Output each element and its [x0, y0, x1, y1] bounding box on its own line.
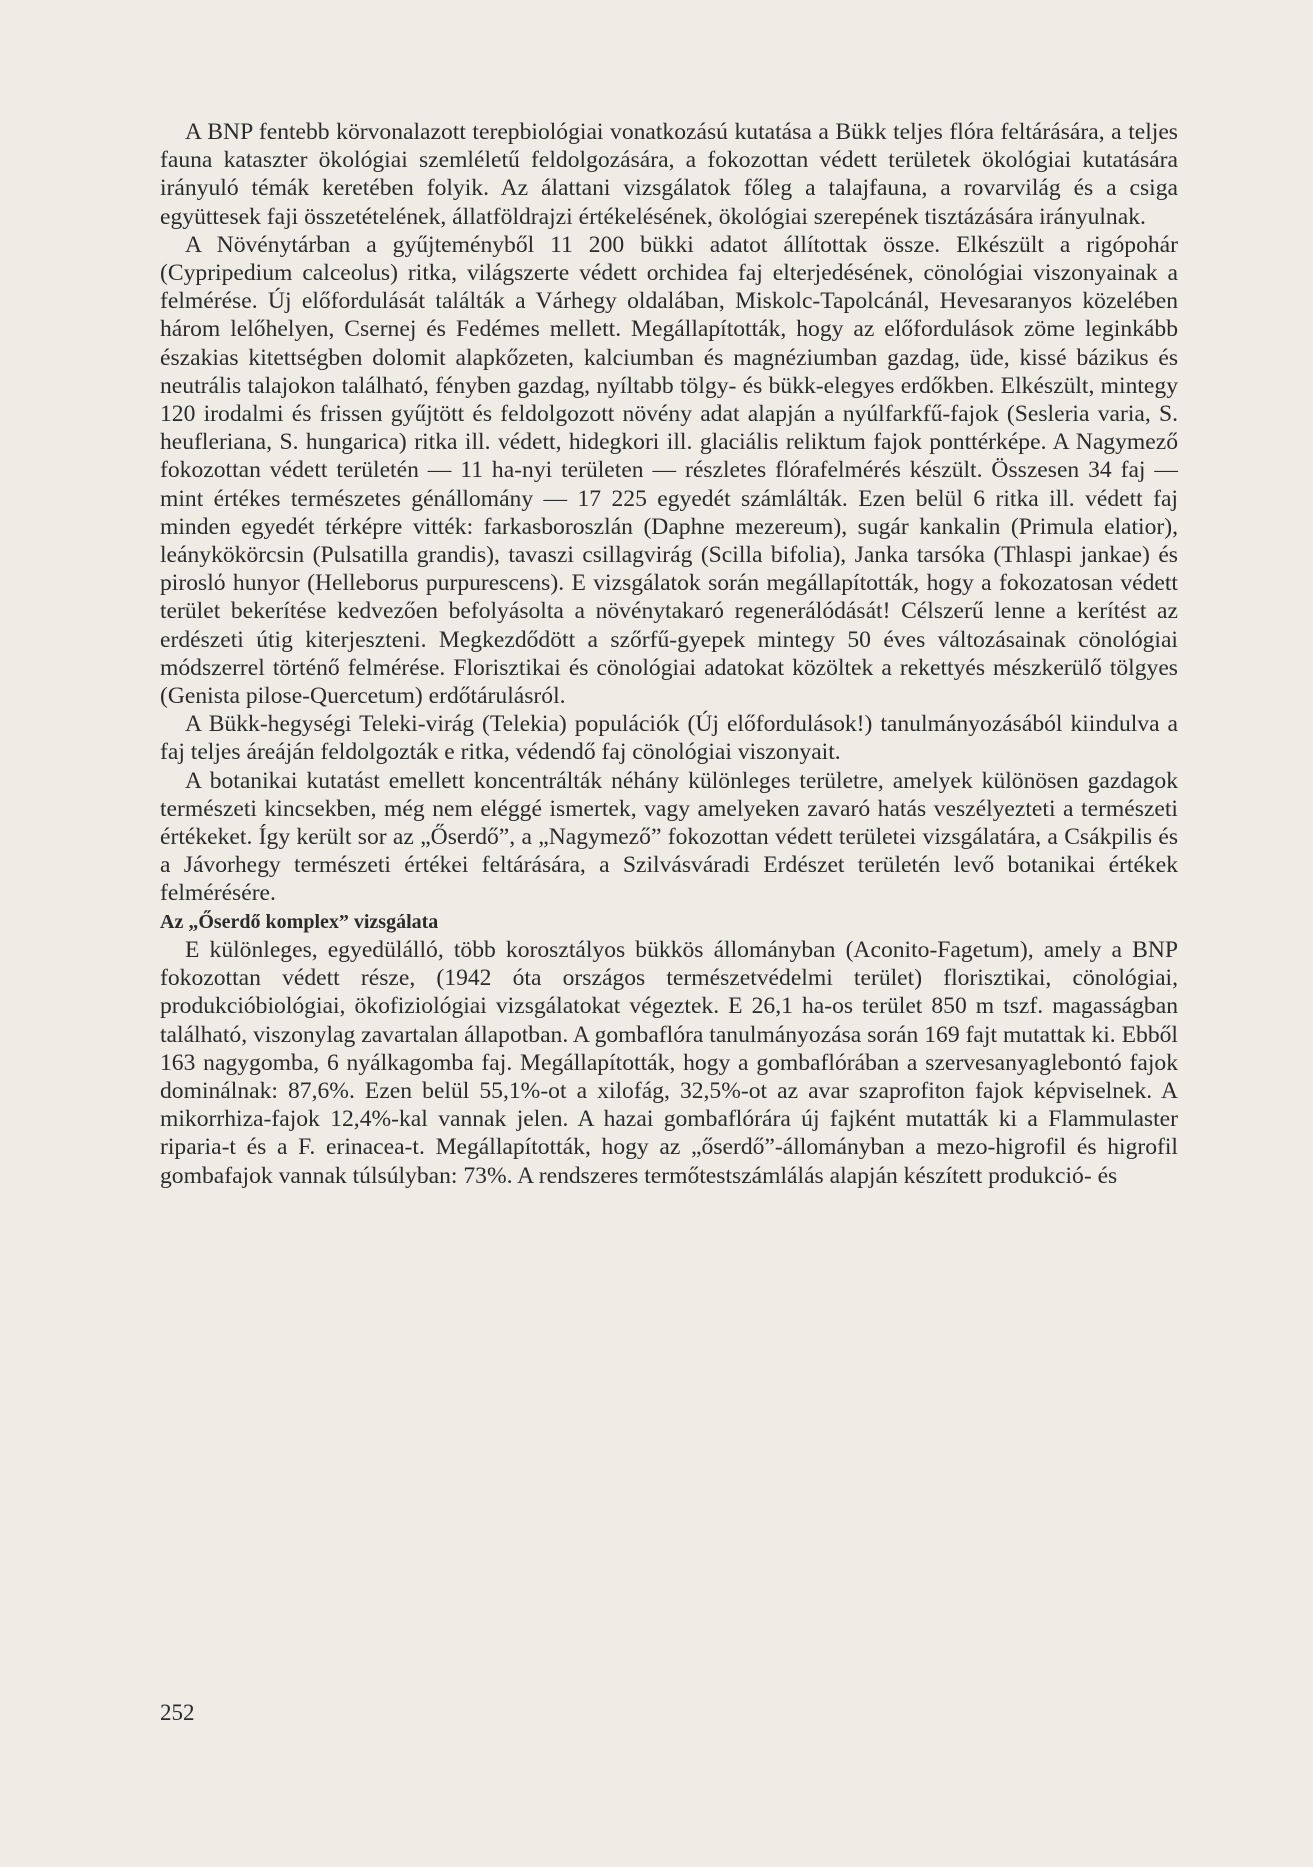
page-number: 252	[160, 1700, 195, 1725]
paragraph-2: A Növénytárban a gyűjteményből 11 200 bükki adatot állítottak össze. Elkészült a rigópohár (Cypripedium calceolus) ritka, világszerte védett orchidea faj elterjedésének, cönológiai viszonyainak a felmérése. Új előfordulását találták a Várhegy oldalában, Miskolc-Tapolcánál, Hevesaranyos közelében három lelőhelyen, Csernej és Fedémes mellett. Megállapították, hogy az előfordulások zöme leginkább északias kitettségben dolomit alapkőzeten, kalciumban és magnéziumban gazdag, üde, kissé bázikus és neutrális talajokon található, fényben gazdag, nyíltabb tölgy- és bükk-elegyes erdőkben. Elkészült, mintegy 120 irodalmi és frissen gyűjtött és feldolgozott növény adat alapján a nyúlfarkfű-fajok (Sesleria varia, S. heufleriana, S. hungarica) ritka ill. védett, hidegkori ill. glaciális reliktum fajok ponttérképe. A Nagymező fokozottan védett területén — 11 ha-nyi területen — részletes flórafelmérés készült. Összesen 34 faj — mint értékes természetes génállomány — 17 225 egyedét számlálták. Ezen belül 6 ritka ill. védett faj minden egyedét térképre vitték: farkasboroszlán (Daphne mezereum), sugár kankalin (Primula elatior), leánykökörcsin (Pulsatilla grandis), tavaszi csillagvirág (Scilla bifolia), Janka tarsóka (Thlaspi jankae) és piroslό hunyor (Helleborus purpurescens). E vizsgálatok során megállapították, hogy a fokozatosan védett terület bekerítése kedvezően befolyásolta a növénytakaró regenerálódását! Célszerű lenne a kerítést az erdészeti útig kiterjeszteni. Megkezdődött a szőrfű-gyepek mintegy 50 éves változásainak cönológiai módszerrel történő felmérése. Florisztikai és cönológiai adatokat közöltek a rekettyés mészkerülő tölgyes (Genista pilose-Quercetum) erdőtárulásról.	[160, 231, 1178, 710]
section-paragraph: E különleges, egyedülálló, több korosztályos bükkös állományban (Aconito-Fagetum), amely a BNP fokozottan védett része, (1942 óta országos természetvédelmi terület) florisztikai, cönológiai, produkcióbiológiai, ökofiziológiai vizsgálatokat végeztek. E 26,1 ha-os terület 850 m tszf. magasságban található, viszonylag zavartalan állapotban. A gombaflóra tanulmányozása során 169 fajt mutattak ki. Ebből 163 nagygomba, 6 nyálkagomba faj. Megállapították, hogy a gombaflórában a szervesanyaglebontó fajok dominálnak: 87,6%. Ezen belül 55,1%-ot a xilofág, 32,5%-ot az avar szaprofiton fajok képviselnek. A mikorrhiza-fajok 12,4%-kal vannak jelen. A hazai gombaflórára új fajként mutatták ki a Flammulaster riparia-t és a F. erinacea-t. Megállapították, hogy az „őserdő”-állományban a mezo-higrofil és higrofil gombafajok vannak túlsúlyban: 73%. A rendszeres termőtestszámlálás alapján készített produkció- és	[160, 936, 1178, 1189]
section-heading: Az „Őserdő komplex” vizsgálata	[160, 910, 439, 933]
paragraph-3: A Bükk-hegységi Teleki-virág (Telekia) populációk (Új előfordulások!) tanulmányozásából kiindulva a faj teljes áreáján feldolgozták e ritka, védendő faj cönológiai viszonyait.	[160, 711, 1178, 766]
paragraph-1: A BNP fentebb körvonalazott terepbiológiai vonatkozású kutatása a Bükk teljes flóra feltárására, a teljes fauna kataszter ökológiai szemléletű feldolgozására, a fokozottan védett területek ökológiai kutatására irányuló témák keretében folyik. Az álattani vizsgálatok főleg a talajfauna, a rovarvilág és a csiga együttesek faji összetételének, állatföldrajzi értékelésének, ökológiai szerepének tisztázására irányulnak.	[160, 119, 1178, 230]
body-text	[160, 118, 1178, 1190]
paragraph-4: A botanikai kutatást emellett koncentrálták néhány különleges területre, amelyek különösen gazdagok természeti kincsekben, még nem eléggé ismertek, vagy amelyeken zavaró hatás veszélyezteti a természeti értékeket. Így került sor az „Őserdő”, a „Nagymező” fokozottan védett területei vizsgálatára, a Csákpilis és a Jávorhegy természeti értékei feltárására, a Szilvásváradi Erdészet területén levő botanikai értékek felmérésére.	[160, 767, 1178, 907]
